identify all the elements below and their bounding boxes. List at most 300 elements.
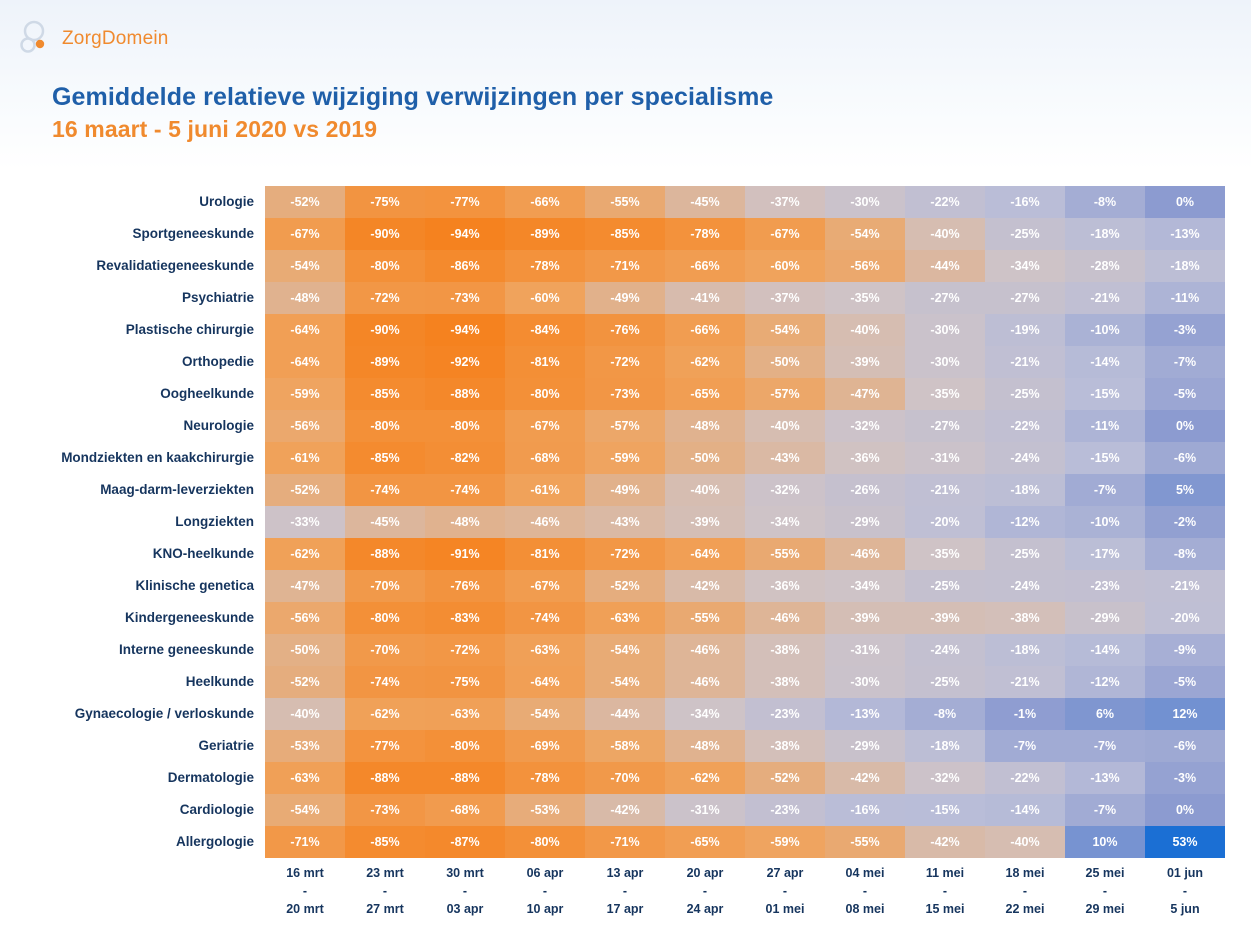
heatmap-cell: -21% [985,666,1065,698]
heatmap-cell: -7% [1145,346,1225,378]
heatmap-cell: -56% [825,250,905,282]
heatmap-cell: -43% [585,506,665,538]
row-label: Geriatrie [198,738,254,753]
heatmap-row-labels [52,186,265,918]
heatmap-cell: -20% [905,506,985,538]
heatmap-cell: -46% [665,666,745,698]
heatmap-cell: -25% [985,378,1065,410]
heatmap-cell: -57% [585,410,665,442]
heatmap-cell: -59% [585,442,665,474]
heatmap-cell: -61% [265,442,345,474]
heatmap-cell: -88% [345,538,425,570]
heatmap-cell: -5% [1145,378,1225,410]
heatmap-row [265,410,1225,442]
heatmap-cell: -52% [265,666,345,698]
heatmap-cell: -32% [745,474,825,506]
heatmap-cell: -40% [265,698,345,730]
heatmap [52,186,1225,918]
x-tick-label: 23 mrt - 27 mrt [366,866,404,917]
heatmap-cell: -7% [985,730,1065,762]
heatmap-cell: -59% [745,826,825,858]
x-tick-label: 30 mrt - 03 apr [446,866,484,917]
heatmap-row [265,186,1225,218]
heatmap-cell: -90% [345,218,425,250]
heatmap-cell: -54% [505,698,585,730]
heatmap-row [265,794,1225,826]
heatmap-cell: -44% [585,698,665,730]
heatmap-cell: -14% [985,794,1065,826]
heatmap-cell: -71% [265,826,345,858]
heatmap-cell: -30% [905,314,985,346]
heatmap-cell: -18% [1145,250,1225,282]
x-tick-label: 04 mei - 08 mei [845,866,885,917]
heatmap-cell: -6% [1145,442,1225,474]
row-label: KNO-heelkunde [152,546,254,561]
row-label: Mondziekten en kaakchirurgie [61,450,254,465]
heatmap-cell: -63% [505,634,585,666]
heatmap-cell: -40% [825,314,905,346]
heatmap-cell: -23% [745,794,825,826]
row-label: Gynaecologie / verloskunde [74,706,254,721]
heatmap-cell: -53% [505,794,585,826]
heatmap-row [265,218,1225,250]
heatmap-cell: -34% [665,698,745,730]
heatmap-cell: -52% [265,186,345,218]
x-tick-label: 11 mei - 15 mei [925,866,965,917]
heatmap-cell: -21% [985,346,1065,378]
heatmap-row [265,538,1225,570]
heatmap-cell: -11% [1145,282,1225,314]
heatmap-cell: -73% [425,282,505,314]
heatmap-cell: -42% [665,570,745,602]
heatmap-row [265,570,1225,602]
heatmap-cell: -67% [265,218,345,250]
heatmap-cell: -29% [825,730,905,762]
heatmap-cell: -72% [425,634,505,666]
heatmap-cell: -8% [1145,538,1225,570]
heatmap-cell: -37% [745,186,825,218]
row-label: Orthopedie [181,354,254,369]
heatmap-cell: -27% [905,410,985,442]
heatmap-cell: -48% [425,506,505,538]
heatmap-cell: -61% [505,474,585,506]
heatmap-cell: -66% [505,186,585,218]
heatmap-cell: -49% [585,282,665,314]
heatmap-cell: -39% [825,346,905,378]
row-label: Plastische chirurgie [125,322,254,337]
heatmap-cell: -62% [665,346,745,378]
heatmap-cell: -38% [745,634,825,666]
heatmap-cell: -67% [505,570,585,602]
heatmap-cell: -80% [345,250,425,282]
heatmap-cell: -49% [585,474,665,506]
heatmap-x-axis [265,864,1225,918]
heatmap-cell: -53% [265,730,345,762]
heatmap-cell: -36% [825,442,905,474]
heatmap-cell: -71% [585,250,665,282]
heatmap-cell: -74% [345,474,425,506]
heatmap-cell: -8% [1065,186,1145,218]
heatmap-cell: -39% [905,602,985,634]
heatmap-cell: -8% [905,698,985,730]
heatmap-cell: -43% [745,442,825,474]
heatmap-cell: -12% [985,506,1065,538]
heatmap-cell: 0% [1145,186,1225,218]
heatmap-cell: -86% [425,250,505,282]
heatmap-cell: -40% [665,474,745,506]
heatmap-cell: -52% [265,474,345,506]
heatmap-cell: -54% [265,794,345,826]
heatmap-row [265,442,1225,474]
heatmap-cell: -11% [1065,410,1145,442]
heatmap-cell: -10% [1065,314,1145,346]
heatmap-cell: -50% [745,346,825,378]
heatmap-row [265,474,1225,506]
heatmap-cell: 53% [1145,826,1225,858]
heatmap-cell: -64% [265,314,345,346]
heatmap-cell: -80% [505,378,585,410]
heatmap-cell: -69% [505,730,585,762]
heatmap-cell: -75% [345,186,425,218]
heatmap-cell: -85% [345,378,425,410]
heatmap-cell: -13% [825,698,905,730]
heatmap-cell: -46% [665,634,745,666]
heatmap-grid [265,186,1225,858]
heatmap-cell: -13% [1065,762,1145,794]
page-subtitle: 16 maart - 5 juni 2020 vs 2019 [52,116,378,143]
heatmap-cell: -30% [825,666,905,698]
heatmap-row [265,282,1225,314]
heatmap-cell: -80% [505,826,585,858]
heatmap-cell: -67% [505,410,585,442]
heatmap-cell: -39% [825,602,905,634]
heatmap-cell: -22% [905,186,985,218]
heatmap-cell: -3% [1145,314,1225,346]
heatmap-cell: -78% [665,218,745,250]
heatmap-cell: -25% [905,666,985,698]
heatmap-cell: -32% [825,410,905,442]
heatmap-cell: -6% [1145,730,1225,762]
heatmap-cell: -75% [425,666,505,698]
heatmap-cell: -22% [985,410,1065,442]
chart-titles [52,82,773,144]
row-label: Longziekten [175,514,254,529]
heatmap-cell: -76% [425,570,505,602]
heatmap-cell: -34% [745,506,825,538]
heatmap-cell: -77% [425,186,505,218]
heatmap-cell: -89% [505,218,585,250]
heatmap-cell: -27% [985,282,1065,314]
heatmap-cell: -83% [425,602,505,634]
heatmap-row [265,346,1225,378]
heatmap-cell: -76% [585,314,665,346]
heatmap-cell: -66% [665,314,745,346]
heatmap-cell: -42% [825,762,905,794]
x-tick-label: 13 apr - 17 apr [606,866,644,917]
heatmap-cell: -85% [345,442,425,474]
heatmap-cell: -36% [745,570,825,602]
heatmap-cell: -64% [665,538,745,570]
heatmap-cell: -70% [585,762,665,794]
heatmap-cell: 12% [1145,698,1225,730]
heatmap-cell: -37% [745,282,825,314]
heatmap-cell: -84% [505,314,585,346]
heatmap-cell: -39% [665,506,745,538]
row-label: Dermatologie [167,770,254,785]
heatmap-cell: -14% [1065,634,1145,666]
heatmap-cell: -80% [345,410,425,442]
heatmap-cell: -25% [985,538,1065,570]
heatmap-cell: -63% [585,602,665,634]
heatmap-cell: -35% [825,282,905,314]
heatmap-cell: -62% [665,762,745,794]
heatmap-cell: -1% [985,698,1065,730]
heatmap-cell: -48% [665,730,745,762]
heatmap-cell: -34% [985,250,1065,282]
heatmap-cell: -89% [345,346,425,378]
row-label: Kindergeneeskunde [124,610,254,625]
heatmap-cell: -18% [905,730,985,762]
heatmap-cell: -63% [265,762,345,794]
heatmap-cell: -5% [1145,666,1225,698]
heatmap-cell: -9% [1145,634,1225,666]
heatmap-cell: 0% [1145,410,1225,442]
heatmap-row [265,666,1225,698]
heatmap-cell: -54% [825,218,905,250]
heatmap-cell: -14% [1065,346,1145,378]
heatmap-cell: -24% [985,570,1065,602]
heatmap-cell: -16% [825,794,905,826]
heatmap-cell: -46% [505,506,585,538]
heatmap-cell: -45% [665,186,745,218]
heatmap-cell: -70% [345,570,425,602]
heatmap-row [265,698,1225,730]
heatmap-row [265,506,1225,538]
heatmap-cell: -38% [985,602,1065,634]
x-tick-label: 18 mei - 22 mei [1005,866,1045,917]
heatmap-cell: -55% [665,602,745,634]
heatmap-cell: -40% [905,218,985,250]
heatmap-cell: -22% [985,762,1065,794]
heatmap-cell: -35% [905,538,985,570]
heatmap-cell: -52% [745,762,825,794]
heatmap-cell: -23% [1065,570,1145,602]
heatmap-cell: -72% [345,282,425,314]
heatmap-cell: -56% [265,410,345,442]
page-title: Gemiddelde relatieve wijziging verwijzingen per specialisme [52,83,774,111]
heatmap-cell: -65% [665,826,745,858]
heatmap-cell: -78% [505,762,585,794]
heatmap-cell: -26% [825,474,905,506]
heatmap-cell: -46% [825,538,905,570]
heatmap-cell: -24% [985,442,1065,474]
row-label: Oogheelkunde [160,386,254,401]
heatmap-cell: -80% [345,602,425,634]
row-label: Maag-darm-leverziekten [100,482,254,497]
heatmap-row [265,314,1225,346]
heatmap-cell: -54% [745,314,825,346]
heatmap-cell: -7% [1065,474,1145,506]
heatmap-cell: -40% [985,826,1065,858]
heatmap-cell: -74% [345,666,425,698]
heatmap-cell: -38% [745,666,825,698]
row-label: Psychiatrie [181,290,254,305]
heatmap-cell: -55% [585,186,665,218]
heatmap-cell: -12% [1065,666,1145,698]
heatmap-cell: -94% [425,218,505,250]
heatmap-cell: -68% [425,794,505,826]
heatmap-cell: -58% [585,730,665,762]
heatmap-cell: -54% [585,666,665,698]
heatmap-cell: -25% [905,570,985,602]
heatmap-cell: -85% [585,218,665,250]
heatmap-cell: -42% [905,826,985,858]
heatmap-cell: -57% [745,378,825,410]
heatmap-cell: -30% [825,186,905,218]
x-tick-label: 25 mei - 29 mei [1085,866,1125,917]
heatmap-cell: -60% [505,282,585,314]
heatmap-cell: -62% [345,698,425,730]
row-label: Cardiologie [179,802,254,817]
heatmap-cell: -73% [585,378,665,410]
row-label: Sportgeneeskunde [132,226,254,241]
heatmap-cell: -3% [1145,762,1225,794]
heatmap-cell: -16% [985,186,1065,218]
x-tick-label: 20 apr - 24 apr [686,866,724,917]
row-label: Allergologie [175,834,254,849]
heatmap-cell: -80% [425,730,505,762]
heatmap-cell: -88% [425,378,505,410]
heatmap-row [265,378,1225,410]
heatmap-cell: -94% [425,314,505,346]
heatmap-cell: -31% [905,442,985,474]
heatmap-cell: -18% [985,634,1065,666]
heatmap-cell: -78% [505,250,585,282]
heatmap-cell: -87% [425,826,505,858]
heatmap-cell: -50% [265,634,345,666]
heatmap-cell: -15% [905,794,985,826]
x-tick-label: 06 apr - 10 apr [526,866,564,917]
heatmap-cell: -64% [505,666,585,698]
heatmap-cell: -25% [985,218,1065,250]
heatmap-cell: -31% [825,634,905,666]
heatmap-cell: -27% [905,282,985,314]
heatmap-row [265,730,1225,762]
heatmap-cell: -15% [1065,378,1145,410]
heatmap-cell: -41% [665,282,745,314]
heatmap-cell: -13% [1145,218,1225,250]
heatmap-cell: -10% [1065,506,1145,538]
heatmap-cell: -55% [825,826,905,858]
heatmap-cell: -54% [265,250,345,282]
heatmap-cell: -44% [905,250,985,282]
heatmap-cell: -77% [345,730,425,762]
heatmap-cell: -21% [1065,282,1145,314]
heatmap-cell: -45% [345,506,425,538]
heatmap-cell: -81% [505,538,585,570]
heatmap-cell: -70% [345,634,425,666]
x-tick-label: 16 mrt - 20 mrt [286,866,324,917]
row-label: Neurologie [183,418,254,433]
row-label: Heelkunde [185,674,254,689]
heatmap-cell: -29% [825,506,905,538]
heatmap-cell: -19% [985,314,1065,346]
heatmap-cell: -60% [745,250,825,282]
heatmap-cell: -66% [665,250,745,282]
heatmap-cell: -71% [585,826,665,858]
heatmap-cell: -64% [265,346,345,378]
x-tick-label: 01 jun - 5 jun [1166,866,1204,917]
brand-logo [18,20,169,58]
heatmap-cell: -30% [905,346,985,378]
heatmap-cell: -47% [825,378,905,410]
heatmap-cell: -21% [905,474,985,506]
heatmap-cell: -18% [1065,218,1145,250]
heatmap-cell: -15% [1065,442,1145,474]
row-label: Interne geneeskunde [118,642,254,657]
row-label: Klinische genetica [135,578,254,593]
heatmap-cell: -73% [345,794,425,826]
heatmap-cell: -31% [665,794,745,826]
heatmap-cell: -23% [745,698,825,730]
row-label: Revalidatiegeneeskunde [96,258,254,273]
heatmap-cell: -35% [905,378,985,410]
heatmap-cell: -24% [905,634,985,666]
row-label: Urologie [199,194,254,209]
heatmap-cell: -32% [905,762,985,794]
heatmap-cell: -55% [745,538,825,570]
heatmap-cell: -85% [345,826,425,858]
brand-name: ZorgDomein [62,28,169,49]
heatmap-cell: -91% [425,538,505,570]
heatmap-cell: -34% [825,570,905,602]
heatmap-cell: 6% [1065,698,1145,730]
heatmap-cell: -74% [425,474,505,506]
heatmap-cell: -17% [1065,538,1145,570]
heatmap-cell: -47% [265,570,345,602]
heatmap-cell: -68% [505,442,585,474]
heatmap-cell: -92% [425,346,505,378]
heatmap-cell: -72% [585,346,665,378]
heatmap-cell: -81% [505,346,585,378]
heatmap-cell: 10% [1065,826,1145,858]
heatmap-cell: -29% [1065,602,1145,634]
heatmap-cell: -88% [425,762,505,794]
heatmap-cell: 5% [1145,474,1225,506]
heatmap-cell: -46% [745,602,825,634]
heatmap-cell: -80% [425,410,505,442]
heatmap-row [265,602,1225,634]
heatmap-cell: -38% [745,730,825,762]
heatmap-cell: -28% [1065,250,1145,282]
heatmap-cell: -54% [585,634,665,666]
heatmap-cell: -2% [1145,506,1225,538]
heatmap-cell: -82% [425,442,505,474]
heatmap-cell: -40% [745,410,825,442]
heatmap-cell: -50% [665,442,745,474]
heatmap-cell: -56% [265,602,345,634]
heatmap-cell: -21% [1145,570,1225,602]
heatmap-cell: -67% [745,218,825,250]
heatmap-cell: -42% [585,794,665,826]
heatmap-cell: -63% [425,698,505,730]
zorgdomein-circles-logo-icon [18,20,56,58]
heatmap-cell: -88% [345,762,425,794]
heatmap-cell: -59% [265,378,345,410]
x-tick-label: 27 apr - 01 mei [765,866,805,917]
heatmap-cell: -62% [265,538,345,570]
heatmap-row [265,250,1225,282]
